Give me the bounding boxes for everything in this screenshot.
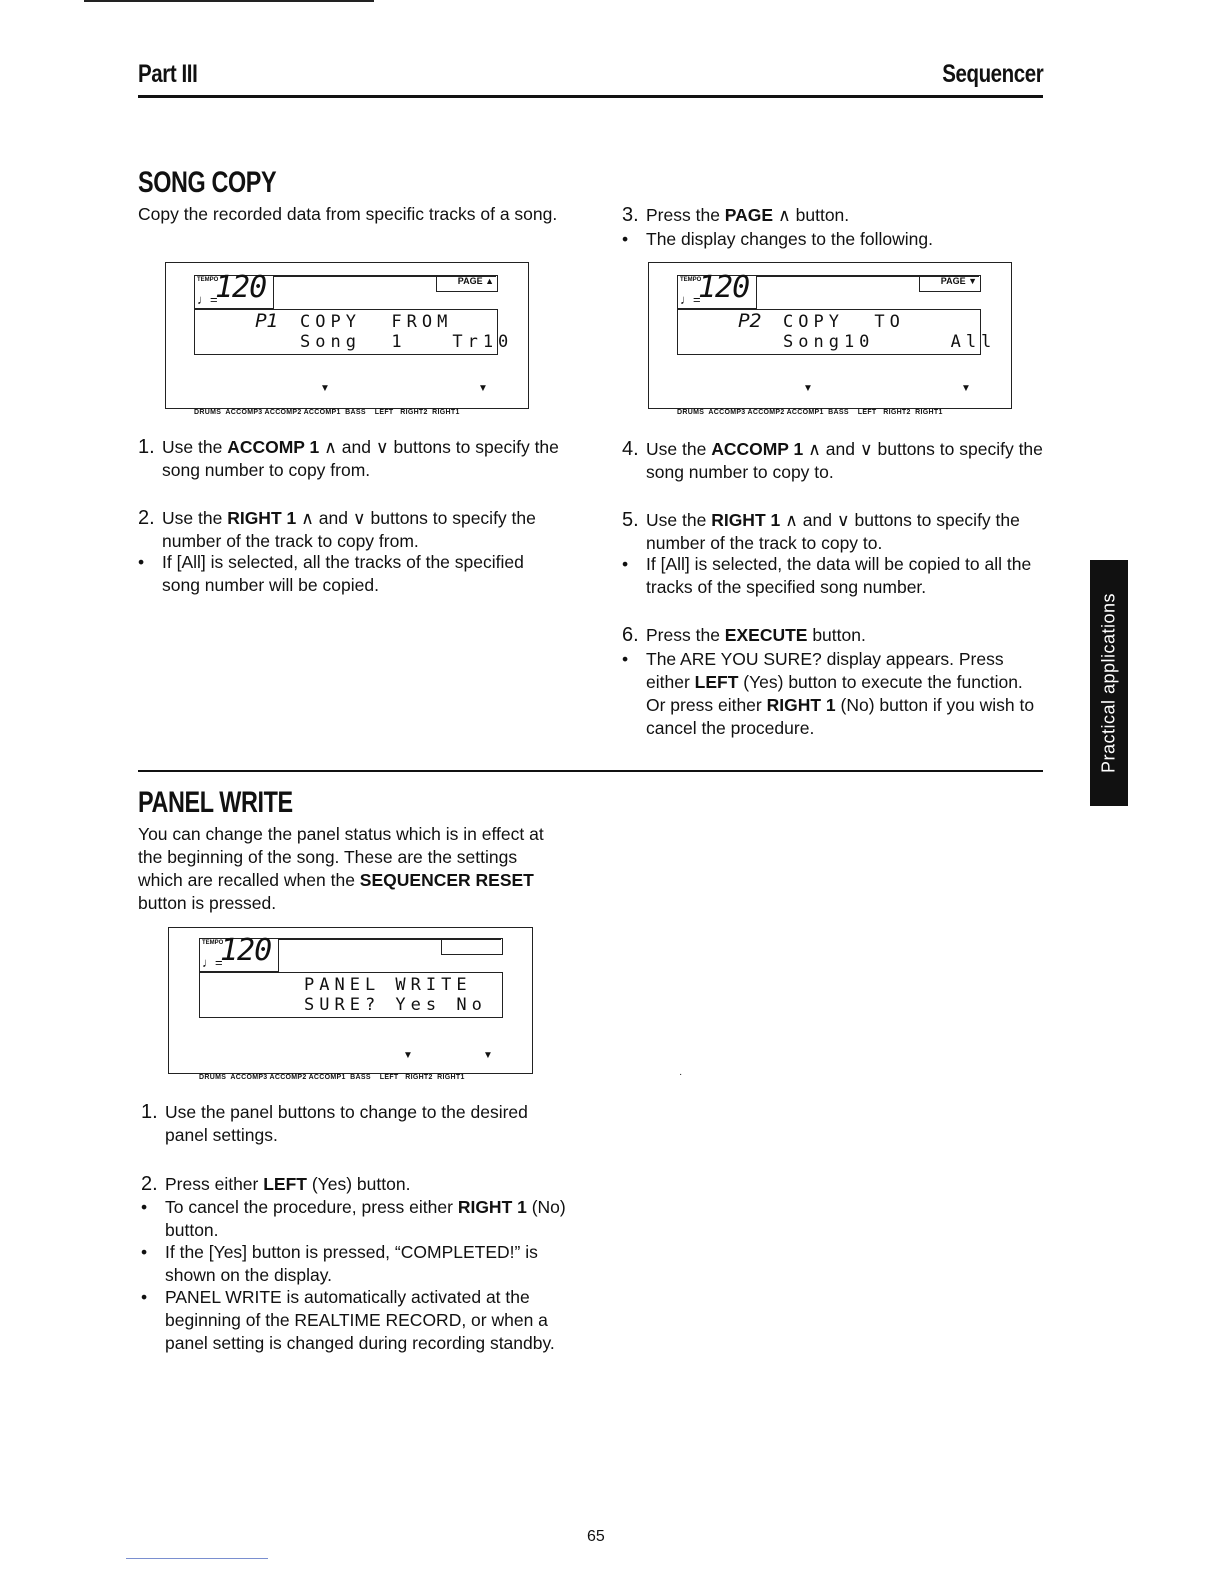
page-number: 65 — [587, 1528, 605, 1545]
tempo-label: TEMPO — [680, 277, 702, 283]
song-copy-intro: Copy the recorded data from specific tracks of a song. — [138, 204, 558, 224]
song-copy-title: SONG COPY — [138, 166, 277, 199]
panel-write-bullet-c: • PANEL WRITE is automatically activated at the beginning of the REALTIME RECORD, or when a panel setting is changed during recording standby. — [141, 1287, 555, 1353]
song-copy-step-6: 6. Press the EXECUTE button. — [622, 624, 866, 646]
indicator-arrow-icon: ▼ — [403, 1050, 413, 1061]
note-icon: ♩= — [680, 292, 701, 307]
panel-write-step-1: 1. Use the panel buttons to change to the desired panel settings. — [141, 1101, 528, 1145]
header-rule — [138, 95, 1043, 98]
indicator-arrow-icon: ▼ — [320, 383, 330, 394]
song-copy-bullet-3: • The display changes to the following. — [622, 229, 933, 249]
indicator-arrow-icon: ▼ — [478, 383, 488, 394]
lcd-track-labels: DRUMS ACCOMP3 ACCOMP2 ACCOMP1 BASS LEFT RIGHT2 RIGHT1 — [194, 409, 460, 416]
song-copy-bullet-6: • The ARE YOU SURE? display appears. Press either LEFT (Yes) button to execute the function. Or press either RIGHT 1 (No) button if you wish to cancel the procedure. — [622, 649, 1035, 738]
lcd-row2: SURE? Yes No — [304, 995, 487, 1015]
page-indicator — [919, 275, 981, 292]
lcd-main — [677, 309, 997, 355]
tempo-label: TEMPO — [202, 940, 224, 946]
header-part: Part III — [138, 60, 198, 88]
page-number-indicator: P2 — [738, 310, 762, 332]
page-label: PAGE ▲ — [457, 276, 494, 286]
lcd-display-copy-from — [165, 262, 529, 416]
side-tab: Practical applications — [1090, 560, 1128, 806]
song-copy-step-2: 2. Use the RIGHT 1 ∧ and ∨ buttons to specify the number of the track to copy from. — [138, 507, 536, 551]
page-indicator — [441, 938, 503, 955]
section-divider — [138, 770, 1043, 772]
panel-write-step-2: 2. Press either LEFT (Yes) button. — [141, 1173, 411, 1195]
lcd-main — [199, 972, 503, 1018]
panel-write-title: PANEL WRITE — [138, 786, 293, 819]
indicator-arrow-icon: ▼ — [803, 383, 813, 394]
tempo-value: 120 — [698, 270, 750, 305]
song-copy-bullet-2: • If [All] is selected, all the tracks of the specified song number will be copied. — [138, 552, 524, 595]
lcd-track-labels: DRUMS ACCOMP3 ACCOMP2 ACCOMP1 BASS LEFT RIGHT2 RIGHT1 — [677, 409, 943, 416]
indicator-arrow-icon: ▼ — [483, 1050, 493, 1061]
top-rule — [84, 0, 374, 2]
lcd-main — [194, 309, 514, 355]
tempo-label: TEMPO — [197, 277, 219, 283]
note-icon: ♩= — [197, 292, 218, 307]
indicator-arrow-icon: ▼ — [961, 383, 971, 394]
tempo-box — [199, 933, 279, 972]
tempo-box — [194, 270, 274, 309]
lcd-display-panel-write — [168, 927, 533, 1081]
lcd-row2: Song10 All — [783, 332, 997, 352]
tempo-box — [677, 270, 757, 309]
tempo-value: 120 — [215, 270, 267, 305]
lcd-row1: COPY TO — [783, 312, 905, 332]
song-copy-step-3: 3. Press the PAGE ∧ button. — [622, 204, 850, 226]
panel-write-bullet-a: • To cancel the procedure, press either RIGHT 1 (No) button. — [141, 1197, 566, 1240]
stray-dot: · — [679, 1069, 683, 1080]
lcd-row1: PANEL WRITE — [304, 975, 472, 995]
header-section: Sequencer — [941, 60, 1043, 88]
song-copy-step-4: 4. Use the ACCOMP 1 ∧ and ∨ buttons to specify the song number to copy to. — [622, 438, 1043, 482]
song-copy-bullet-5: • If [All] is selected, the data will be copied to all the tracks of the specified song number. — [622, 554, 1032, 597]
bottom-rule — [126, 1558, 268, 1559]
lcd-track-labels: DRUMS ACCOMP3 ACCOMP2 ACCOMP1 BASS LEFT RIGHT2 RIGHT1 — [199, 1074, 465, 1081]
page-number-indicator: P1 — [255, 310, 279, 332]
tempo-value: 120 — [220, 933, 272, 968]
lcd-row2: Song 1 Tr10 — [300, 332, 514, 352]
panel-write-bullet-b: • If the [Yes] button is pressed, “COMPLETED!” is shown on the display. — [141, 1242, 538, 1285]
panel-write-intro: You can change the panel status which is in effect at the beginning of the song. These are the settings which are recalled when the SEQUENCER RESET button is pressed. — [138, 824, 544, 913]
lcd-row1: COPY FROM — [300, 312, 453, 332]
page-label: PAGE ▼ — [940, 276, 977, 286]
page-indicator — [436, 275, 498, 292]
song-copy-step-1: 1. Use the ACCOMP 1 ∧ and ∨ buttons to specify the song number to copy from. — [138, 436, 559, 480]
lcd-display-copy-to — [648, 262, 1012, 416]
song-copy-step-5: 5. Use the RIGHT 1 ∧ and ∨ buttons to specify the number of the track to copy to. — [622, 509, 1020, 553]
note-icon: ♩= — [202, 955, 223, 970]
